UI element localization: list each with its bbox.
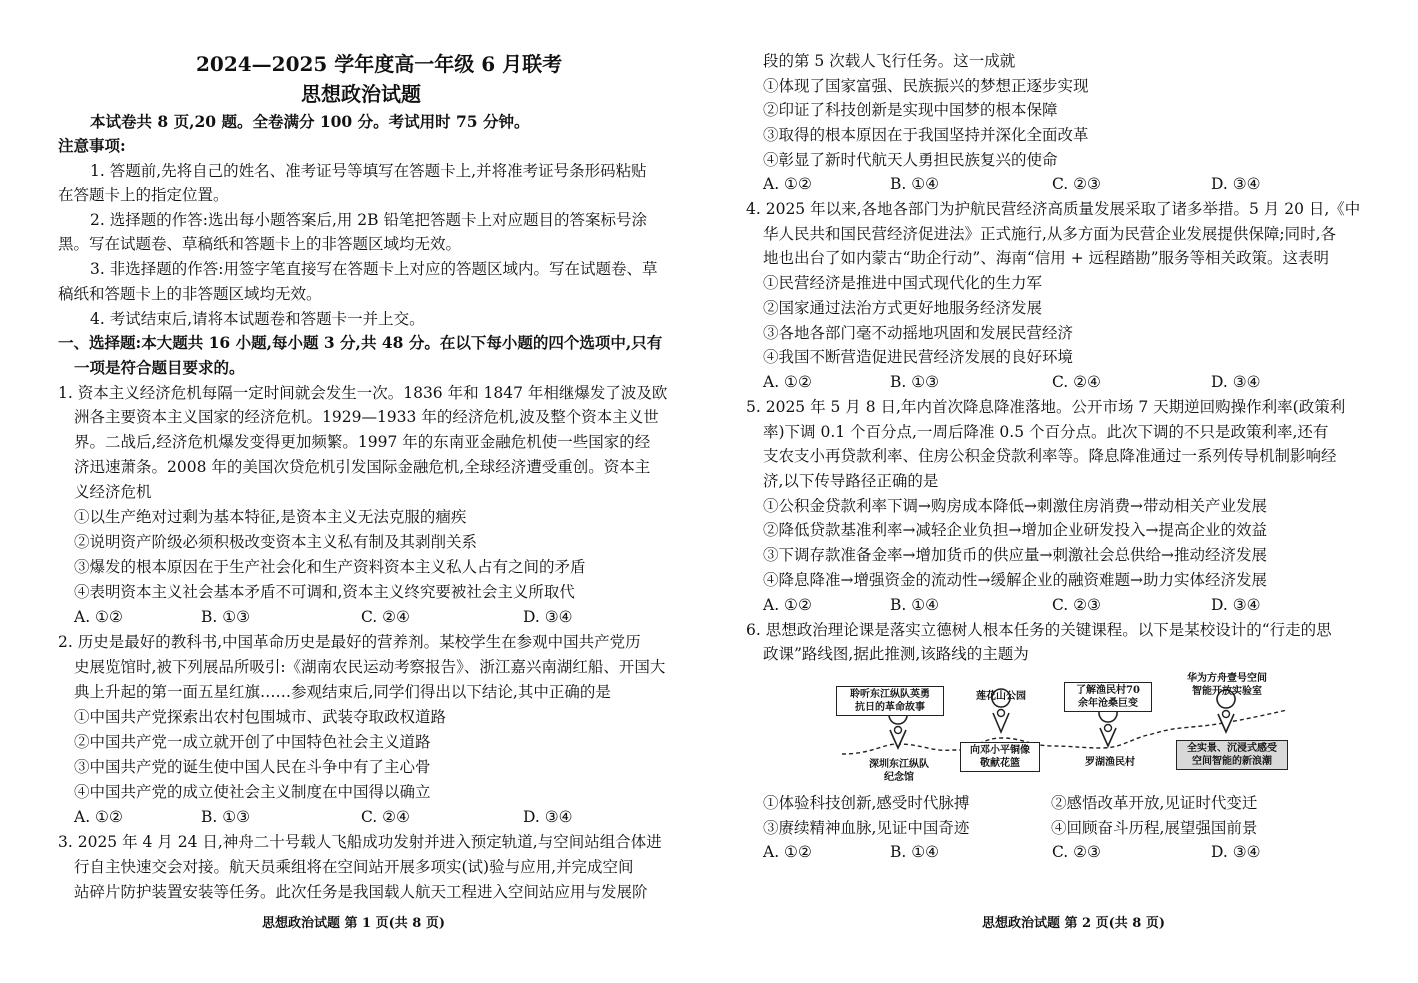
note-line: 3. 非选择题的作答:用签字笔直接写在答题卡上对应的答题区域内。写在试题卷、草	[90, 260, 658, 278]
statement: ③下调存款准备金率→增加货币的供应量→刺激社会总供给→推动经济发展	[763, 546, 1267, 564]
option-d[interactable]: D. ③④	[523, 608, 573, 626]
question-text: 6. 思想政治理论课是落实立德树人根本任务的关键课程。以下是某校设计的“行走的思	[746, 621, 1332, 639]
statement: ③各地各部门毫不动摇地巩固和发展民营经济	[763, 324, 1074, 342]
question-text: 济迅速萧条。2008 年的美国次贷危机引发国际金融危机,全球经济遭受重创。资本主	[74, 458, 651, 476]
statement: ③赓续精神血脉,见证中国奇迹	[763, 819, 970, 837]
route-box	[836, 686, 944, 716]
option-a[interactable]: A. ①②	[763, 373, 812, 391]
route-box-line: 抗日的革命故事	[855, 702, 925, 713]
statement: ②印证了科技创新是实现中国梦的根本保障	[763, 101, 1058, 119]
question-text: 济,以下传导路径正确的是	[763, 472, 939, 490]
note-line: 2. 选择题的作答:选出每小题答案后,用 2B 铅笔把答题卡上对应题目的答案标号涂	[90, 211, 647, 229]
statement: ③中国共产党的诞生使中国人民在斗争中有了主心骨	[74, 758, 431, 776]
statement: ②降低贷款基准利率→减轻企业负担→增加企业研发投入→提高企业的效益	[763, 521, 1267, 539]
option-b[interactable]: B. ①③	[201, 808, 251, 826]
route-box	[1064, 682, 1152, 712]
option-c[interactable]: C. ②③	[1052, 596, 1101, 614]
exam-title: 2024—2025 学年度高一年级 6 月联考	[196, 52, 563, 76]
option-c[interactable]: C. ②④	[361, 608, 410, 626]
statement: ①体现了国家富强、民族振兴的梦想正逐步实现	[763, 77, 1089, 95]
note-line: 黑。写在试题卷、草稿纸和答题卡上的非答题区域均无效。	[58, 235, 462, 253]
statement: ④回顾奋斗历程,展望强国前景	[1051, 819, 1258, 837]
route-box	[1176, 740, 1288, 770]
option-b[interactable]: B. ①③	[890, 373, 940, 391]
question-text: 地也出台了如内蒙古“助企行动”、海南“信用 + 远程踏勘”服务等相关政策。这表明	[763, 249, 1330, 267]
option-a[interactable]: A. ①②	[74, 608, 123, 626]
question-text: 支农支小再贷款利率、住房公积金贷款利率等。降息降准通过一系列传导机制影响经	[763, 447, 1337, 465]
route-box-line: 全实景、沉浸式感受	[1187, 743, 1277, 754]
route-label-line: 华为方舟壹号空间	[1187, 673, 1267, 684]
route-box-line: 了解渔民村70	[1076, 685, 1140, 696]
option-d[interactable]: D. ③④	[523, 808, 573, 826]
route-box-line: 空间智能的新浪潮	[1192, 756, 1272, 767]
option-b[interactable]: B. ①④	[890, 596, 940, 614]
statement: ①中国共产党探索出农村包围城市、武装夺取政权道路	[74, 708, 447, 726]
option-d[interactable]: D. ③④	[1211, 596, 1261, 614]
route-label-line: 深圳东江纵队	[869, 759, 929, 770]
route-label	[1172, 672, 1282, 698]
statement: ①体验科技创新,感受时代脉搏	[763, 794, 970, 812]
statement: ③取得的根本原因在于我国坚持并深化全面改革	[763, 126, 1089, 144]
statement: ④彰显了新时代航天人勇担民族复兴的使命	[763, 151, 1058, 169]
statement: ②感悟改革开放,见证时代变迁	[1051, 794, 1258, 812]
option-c[interactable]: C. ②④	[361, 808, 410, 826]
statement: ②说明资产阶级必须积极改变资本主义私有制及其剥削关系	[74, 533, 478, 551]
question-text: 行自主快速交会对接。航天员乘组将在空间站开展多项实(试)验与应用,并完成空间	[74, 858, 634, 876]
question-text: 华人民共和国民营经济促进法》正式施行,从多方面为民营企业发展提供保障;同时,各	[763, 225, 1337, 243]
statement: ③爆发的根本原因在于生产社会化和生产资料资本主义私人占有之间的矛盾	[74, 558, 586, 576]
route-box	[960, 742, 1040, 772]
notes-header: 注意事项:	[58, 136, 126, 155]
route-box-line: 余年沧桑巨变	[1078, 698, 1138, 709]
option-b[interactable]: B. ①③	[201, 608, 251, 626]
section-heading: 一、选择题:本大题共 16 小题,每小题 3 分,共 48 分。在以下每小题的四个选项中,只有	[58, 333, 663, 352]
statement: ④我国不断营造促进民营经济发展的良好环境	[763, 348, 1074, 366]
option-b[interactable]: B. ①④	[890, 843, 940, 861]
route-box-line: 向邓小平铜像	[970, 745, 1030, 756]
option-a[interactable]: A. ①②	[74, 808, 123, 826]
statement: ④中国共产党的成立使社会主义制度在中国得以确立	[74, 783, 431, 801]
question-text: 3. 2025 年 4 月 24 日,神舟二十号载人飞船成功发射并进入预定轨道,与空间站组合体进	[58, 833, 662, 851]
option-a[interactable]: A. ①②	[763, 175, 812, 193]
option-c[interactable]: C. ②③	[1052, 175, 1101, 193]
statement: ④表明资本主义社会基本矛盾不可调和,资本主义终究要被社会主义所取代	[74, 583, 575, 601]
question-text: 史展览馆时,被下列展品所吸引:《湖南农民运动考察报告》、浙江嘉兴南湖红船、开国大	[74, 658, 666, 676]
route-label-line: 智能开放实验室	[1192, 686, 1262, 697]
question-text: 段的第 5 次载人飞行任务。这一成就	[763, 52, 1016, 70]
question-text: 界。二战后,经济危机爆发变得更加频繁。1997 年的东南亚金融危机使一些国家的经	[74, 433, 651, 451]
statement: ①公积金贷款利率下调→购房成本降低→刺激住房消费→带动相关产业发展	[763, 497, 1267, 515]
statement: ②中国共产党一成立就开创了中国特色社会主义道路	[74, 733, 431, 751]
exam-subtitle: 思想政治试题	[301, 82, 421, 106]
question-text: 典上升起的第一面五星红旗……参观结束后,同学们得出以下结论,其中正确的是	[74, 683, 611, 701]
option-a[interactable]: A. ①②	[763, 843, 812, 861]
route-box-line: 敬献花篮	[980, 758, 1020, 769]
exam-intro: 本试卷共 8 页,20 题。全卷满分 100 分。考试用时 75 分钟。	[90, 112, 530, 131]
question-text: 洲各主要资本主义国家的经济危机。1929—1933 年的经济危机,波及整个资本主义世	[74, 408, 659, 426]
statement: ①以生产绝对过剩为基本特征,是资本主义无法克服的痼疾	[74, 508, 467, 526]
option-a[interactable]: A. ①②	[763, 596, 812, 614]
question-text: 4. 2025 年以来,各地各部门为护航民营经济高质量发展采取了诸多举措。5 月 20 日,《中	[746, 200, 1361, 218]
note-line: 在答题卡上的指定位置。	[58, 186, 229, 204]
note-line: 4. 考试结束后,请将本试题卷和答题卡一并上交。	[90, 310, 425, 328]
question-text: 2. 历史是最好的教科书,中国革命历史是最好的营养剂。某校学生在参观中国共产党历	[58, 633, 641, 651]
page-footer: 思想政治试题 第 2 页(共 8 页)	[982, 916, 1166, 931]
question-text: 站碎片防护装置安装等任务。此次任务是我国载人航天工程进入空间站应用与发展阶	[74, 883, 648, 901]
route-label	[864, 758, 934, 784]
route-label: 罗湖渔民村	[1085, 757, 1135, 768]
option-b[interactable]: B. ①④	[890, 175, 940, 193]
right-page	[709, 0, 1418, 983]
route-label: 莲花山公园	[976, 691, 1026, 702]
question-text: 1. 资本主义经济危机每隔一定时间就会发生一次。1836 年和 1847 年相继爆发了波及欧	[58, 384, 668, 402]
note-line: 稿纸和答题卡上的非答题区域均无效。	[58, 285, 322, 303]
section-heading: 一项是符合题目要求的。	[74, 358, 245, 377]
option-d[interactable]: D. ③④	[1211, 175, 1261, 193]
option-c[interactable]: C. ②③	[1052, 843, 1101, 861]
question-text: 率)下调 0.1 个百分点,一周后降准 0.5 个百分点。此次下调的不只是政策利率,还有	[763, 423, 1329, 441]
statement: ②国家通过法治方式更好地服务经济发展	[763, 299, 1043, 317]
route-label-line: 纪念馆	[884, 772, 914, 783]
statement: ④降息降准→增强资金的流动性→缓解企业的融资难题→助力实体经济发展	[763, 571, 1267, 589]
question-text: 政课”路线图,据此推测,该路线的主题为	[763, 645, 1029, 663]
question-text: 义经济危机	[74, 483, 152, 501]
route-box-line: 聆听东江纵队英勇	[850, 689, 930, 700]
option-c[interactable]: C. ②④	[1052, 373, 1101, 391]
option-d[interactable]: D. ③④	[1211, 843, 1261, 861]
note-line: 1. 答题前,先将自己的姓名、准考证号等填写在答题卡上,并将准考证号条形码粘贴	[90, 162, 647, 180]
route-map-diagram	[832, 672, 1292, 782]
statement: ①民营经济是推进中国式现代化的生力军	[763, 274, 1043, 292]
option-d[interactable]: D. ③④	[1211, 373, 1261, 391]
page-footer: 思想政治试题 第 1 页(共 8 页)	[262, 916, 446, 931]
question-text: 5. 2025 年 5 月 8 日,年内首次降息降准落地。公开市场 7 天期逆回购操作利率(政策利	[746, 398, 1346, 416]
